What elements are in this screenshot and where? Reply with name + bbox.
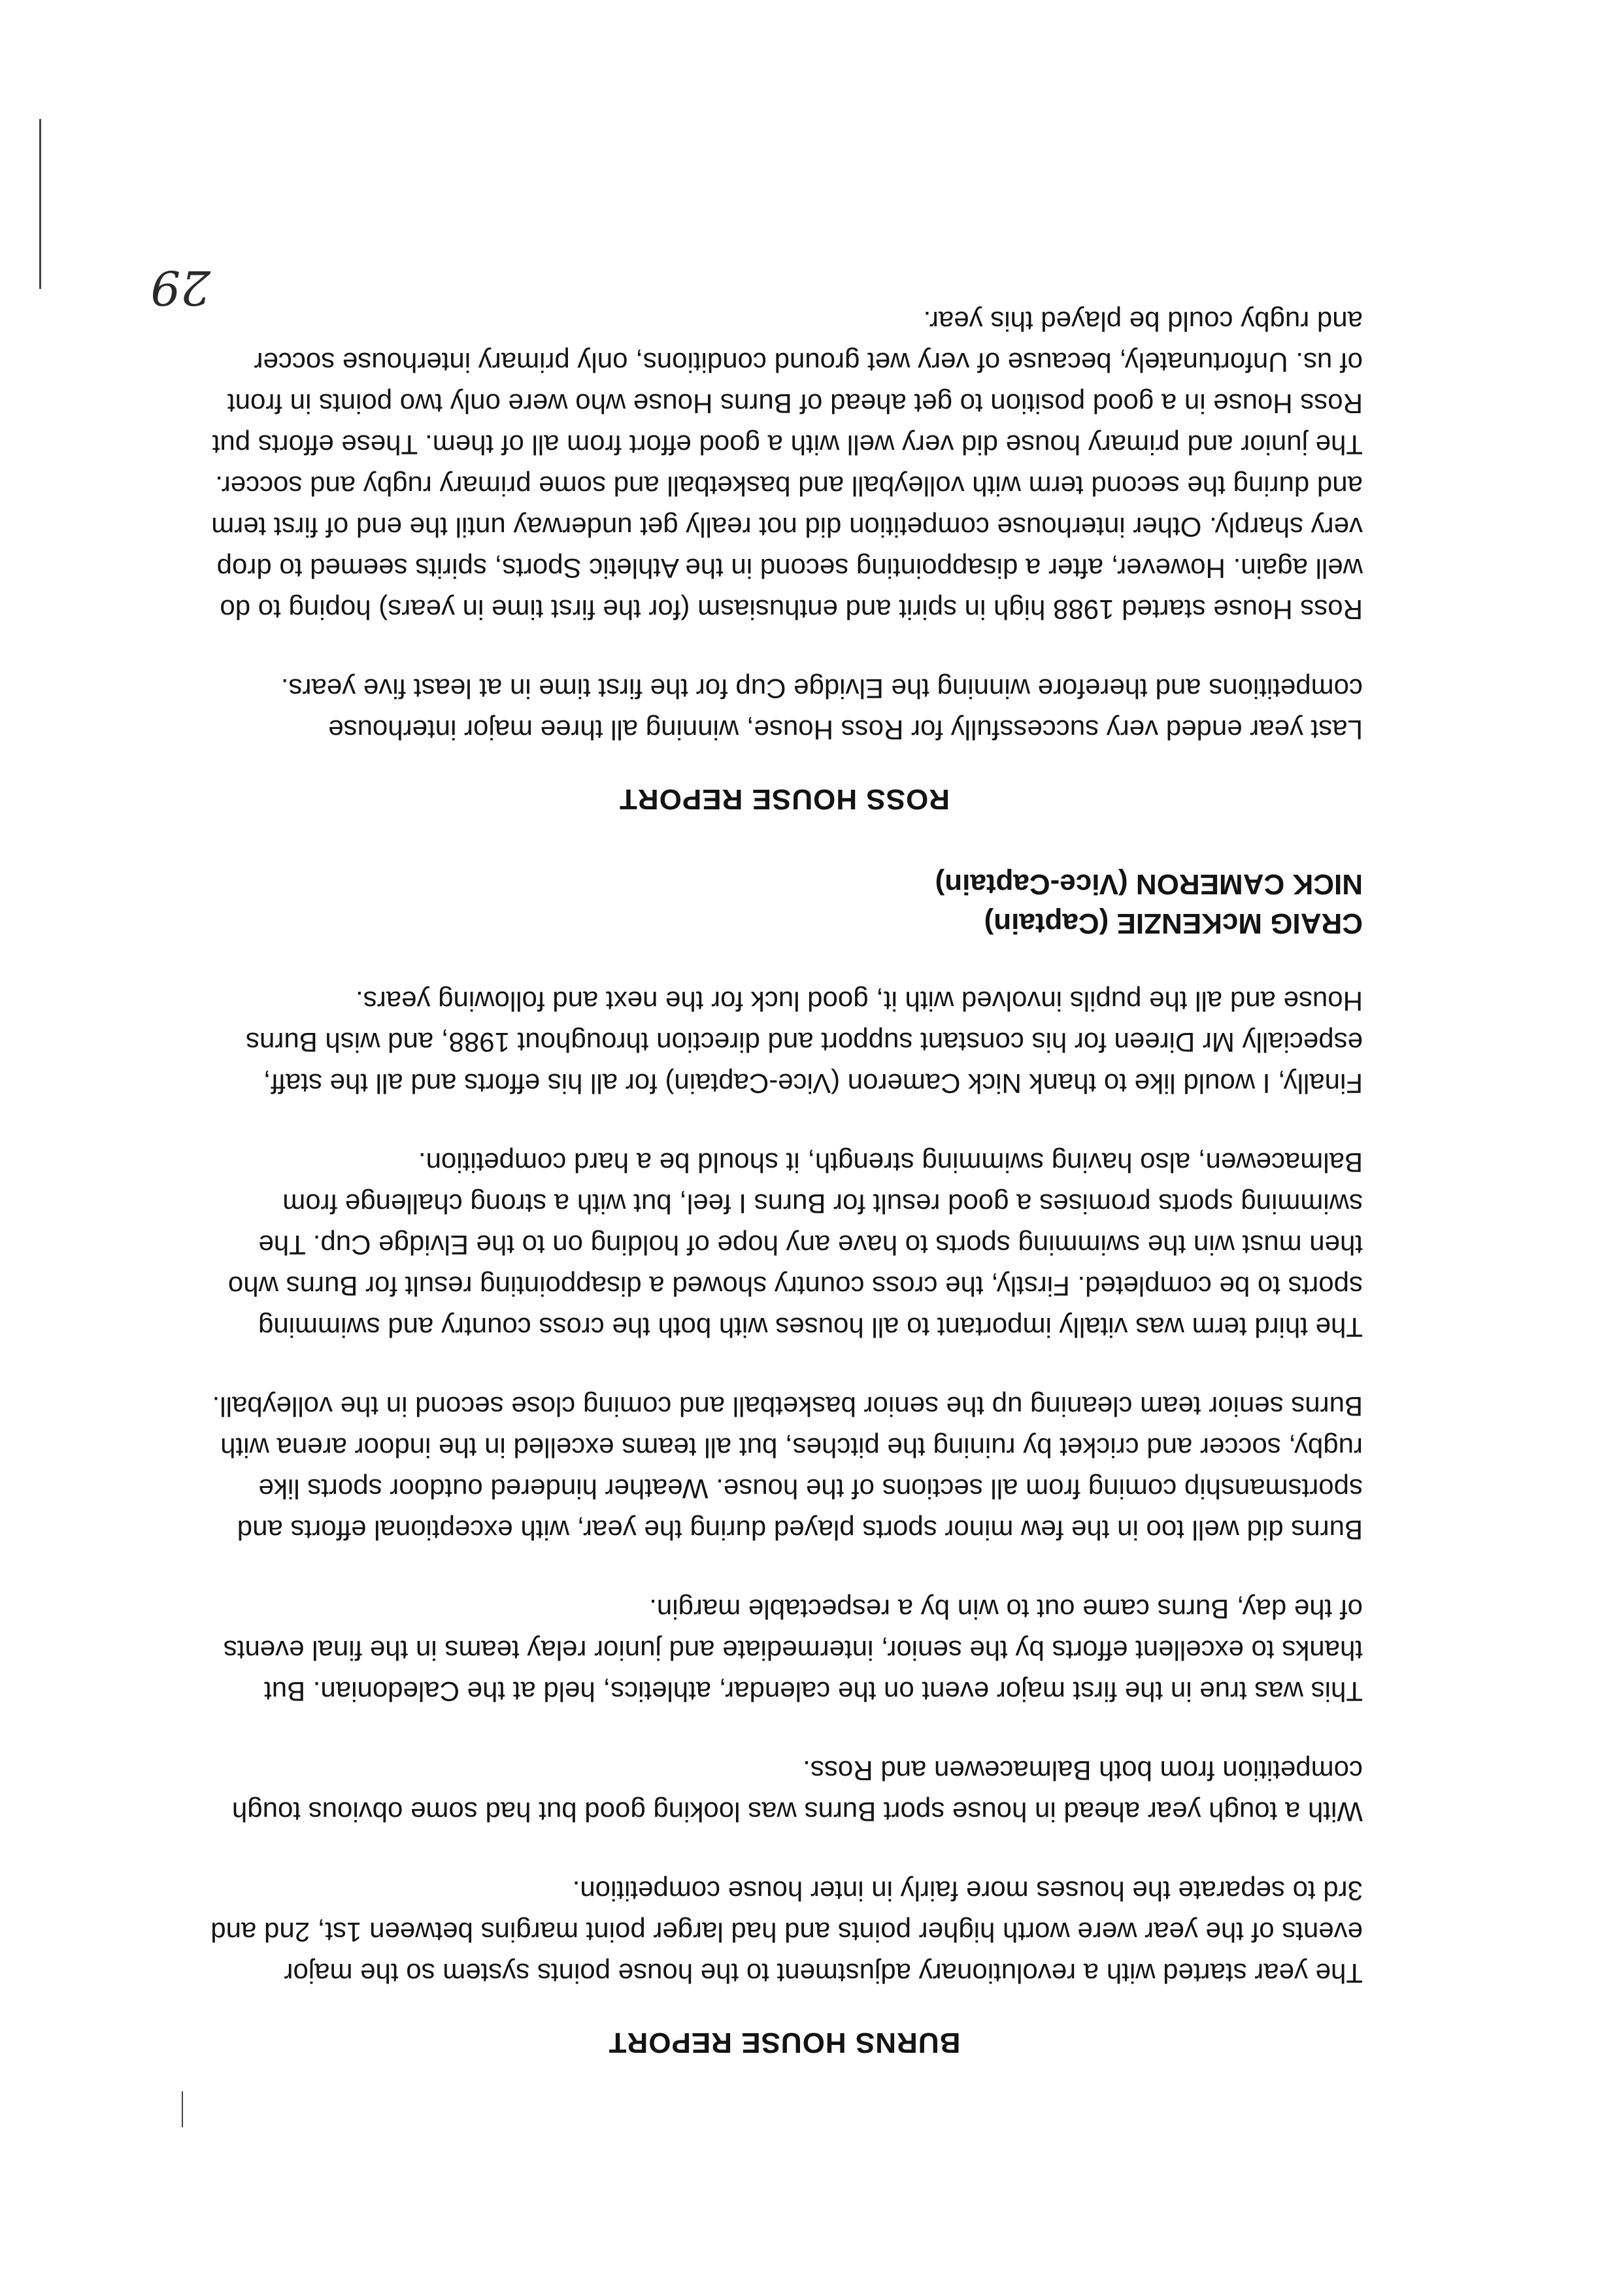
burns-paragraph: Finally, I would like to thank Nick Cameron (Vice-Captain) for all his efforts and all the staff, especially Mr Direen for his constant support and direction throughout 1988, and wish Burns House and all the pupils involved with it, good luck for the next and following years. [246, 986, 1363, 1099]
ross-paragraph: Last year ended very successfully for Ross House, winning all three major interhouse competitions and therefore winning the Elvidge Cup for the first time in at least five years. [280, 673, 1363, 745]
burns-paragraph: With a tough year ahead in house sport Burns was looking good but had some obvious tough competition from both Balmacewen and Ross. [231, 1755, 1363, 1827]
page-content [206, 263, 1363, 2062]
scan-margin-line [182, 2091, 183, 2127]
burns-paragraph: Burns did well too in the few minor sports played during the year, with exceptional efforts and sportsmanship coming from all sections of the house. Weather hindered outdoor sports like rugby, soccer and cricket by ruining the pitches, but all teams excelled in the indoor arena with Burns senior team cleaning up the senior basketball and coming close second in the volleyball. [212, 1391, 1363, 1545]
vice-captain-signature: NICK CAMERON (Vice-Captain) [935, 868, 1363, 900]
burns-paragraph: The year started with a revolutionary adjustment to the house points system so the major events of the year were worth higher points and had larger point margins between 1st, 2nd and 3rd to separate the houses more fairly in inter house competition. [210, 1876, 1363, 1989]
captain-signature: CRAIG McKENZIE (Captain) [984, 907, 1363, 939]
burns-paragraph: This was true in the first major event on the calendar, athletics, held at the Caledonian. But thanks to excellent efforts by the senior, intermediate and junior relay teams in the final events of the day, Burns came out to win by a respectable margin. [223, 1594, 1363, 1707]
ross-report-title: ROSS HOUSE REPORT [619, 783, 950, 815]
scan-margin-line [39, 119, 41, 289]
burns-paragraph: The third term was vitally important to all houses with both the cross country and swimming sports to be completed. Firstly, the cross country showed a disappointing result for Burns who then must win the swimming sports to have any hope of holding on to the Elvidge Cup. The swimming sports promises a good result for Burns I feel, but with a strong challenge from Balmacewen, also having swimming strength, it should be a hard competition. [227, 1147, 1363, 1343]
burns-signatures [206, 864, 1363, 943]
ross-paragraph: Ross House started 1988 high in spirit and enthusiasm (for the first time in years) hoping to do well again. However, after a disappointing second in the Athletic Sports, spirits seemed to drop very sharply. Other interhouse competition did not really get underway until the end of first term and during the second term with volleyball and basketball and some primary rugby and soccer. The junior and primary house did very well with a good effort from all of them. These efforts put Ross House in a good position to get ahead of Burns House who were only two points in front of us. Unfortunately, because of very wet ground conditions, only primary interhouse soccer and rugby could be played this year. [211, 306, 1363, 625]
burns-report-title: BURNS HOUSE REPORT [608, 2027, 961, 2059]
handwritten-page-number: 29 [150, 260, 210, 315]
